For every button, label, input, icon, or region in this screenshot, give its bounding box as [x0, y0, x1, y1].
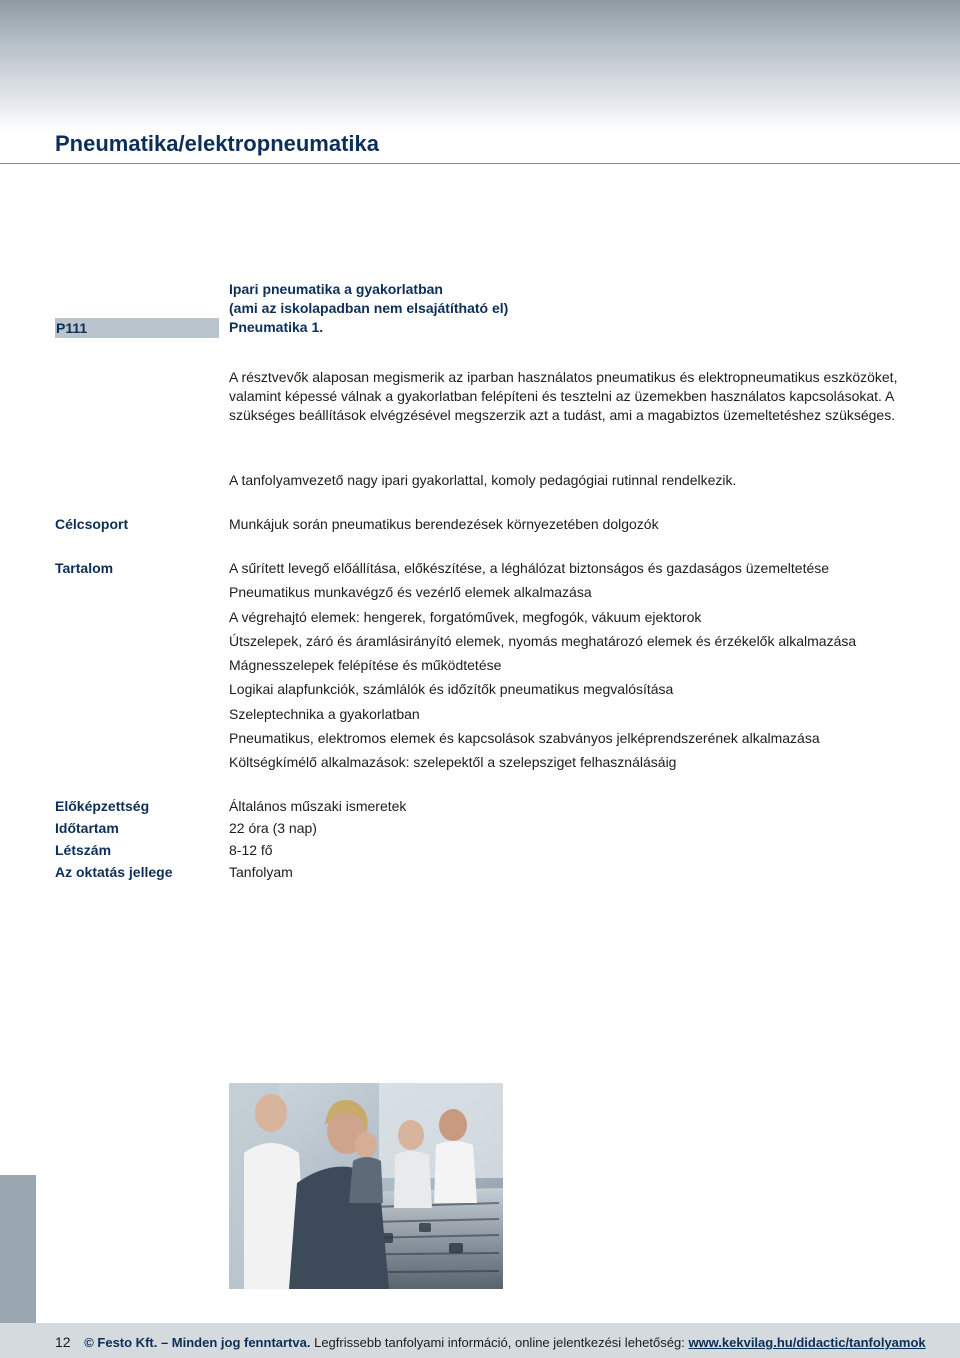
- description-paragraph: A tanfolyamvezető nagy ipari gyakorlattal, komoly pedagógiai rutinnal rendelkezik.: [229, 472, 737, 488]
- duration-value: 22 óra (3 nap): [229, 820, 317, 836]
- content-item: A végrehajtó elemek: hengerek, forgatóművek, megfogók, vákuum ejektorok: [229, 608, 702, 625]
- prerequisite-label: Előképzettség: [55, 798, 150, 814]
- footer: [55, 1334, 926, 1351]
- title-divider: [0, 163, 960, 164]
- training-type-label: Az oktatás jellege: [55, 864, 173, 880]
- target-group-value: Munkájuk során pneumatikus berendezések környezetében dolgozók: [229, 516, 659, 532]
- training-type-value: Tanfolyam: [229, 864, 293, 880]
- course-title-line: (ami az iskolapadban nem elsajátítható el): [229, 300, 509, 316]
- training-photo: [229, 1083, 503, 1289]
- copyright-text: © Festo Kft. – Minden jog fenntartva.: [84, 1335, 311, 1350]
- content-item: Mágnesszelepek felépítése és működtetése: [229, 657, 502, 674]
- duration-label: Időtartam: [55, 820, 119, 836]
- course-title: [229, 280, 508, 337]
- headcount-label: Létszám: [55, 842, 112, 858]
- content-item: Költségkímélő alkalmazások: szelepektől a szelepsziget felhasználásáig: [229, 754, 677, 771]
- course-title-line: Ipari pneumatika a gyakorlatban: [229, 281, 443, 297]
- course-info-link[interactable]: www.kekvilag.hu/didactic/tanfolyamok: [688, 1335, 926, 1350]
- content-item: Logikai alapfunkciók, számlálók és időzítők pneumatikus megvalósítása: [229, 681, 674, 698]
- content-item: A sűrített levegő előállítása, előkészítése, a léghálózat biztonságos és gazdaságos üzemeltetése: [229, 560, 830, 576]
- page-title: Pneumatika/elektropneumatika: [55, 131, 380, 156]
- content-list: [229, 559, 856, 778]
- content-item: Pneumatikus munkavégző és vezérlő elemek alkalmazása: [229, 584, 592, 601]
- course-code: P111: [55, 318, 219, 338]
- prerequisite-value: Általános műszaki ismeretek: [229, 798, 407, 814]
- target-group-label: Célcsoport: [55, 516, 129, 532]
- content-item: Szeleptechnika a gyakorlatban: [229, 705, 420, 722]
- header-band: [0, 0, 960, 132]
- content-item: Pneumatikus, elektromos elemek és kapcsolások szabványos jelképrendszerének alkalmazása: [229, 730, 820, 747]
- content-item: Útszelepek, záró és áramlásirányító elemek, nyomás meghatározó elemek és érzékelők alkalmazása: [229, 632, 857, 649]
- headcount-value: 8-12 fő: [229, 842, 273, 858]
- side-accent-bar: [0, 1175, 36, 1323]
- footer-info-text: Legfrissebb tanfolyami információ, online jelentkezési lehetőség:: [314, 1335, 685, 1350]
- course-title-line: Pneumatika 1.: [229, 319, 324, 335]
- page-number: 12: [55, 1334, 71, 1350]
- description-paragraph: A résztvevők alaposan megismerik az iparban használatos pneumatikus és elektropneumatikus eszközöket, valamint képessé válnak a gyakorlatban felépíteni és tesztelni az üzemekben használatos kapcsolásokat. A szükséges beállítások elvégzésével megszerzik azt a tudást, ami a magabiztos üzemeltetéshez szükséges.: [229, 369, 898, 423]
- content-label: Tartalom: [55, 560, 114, 576]
